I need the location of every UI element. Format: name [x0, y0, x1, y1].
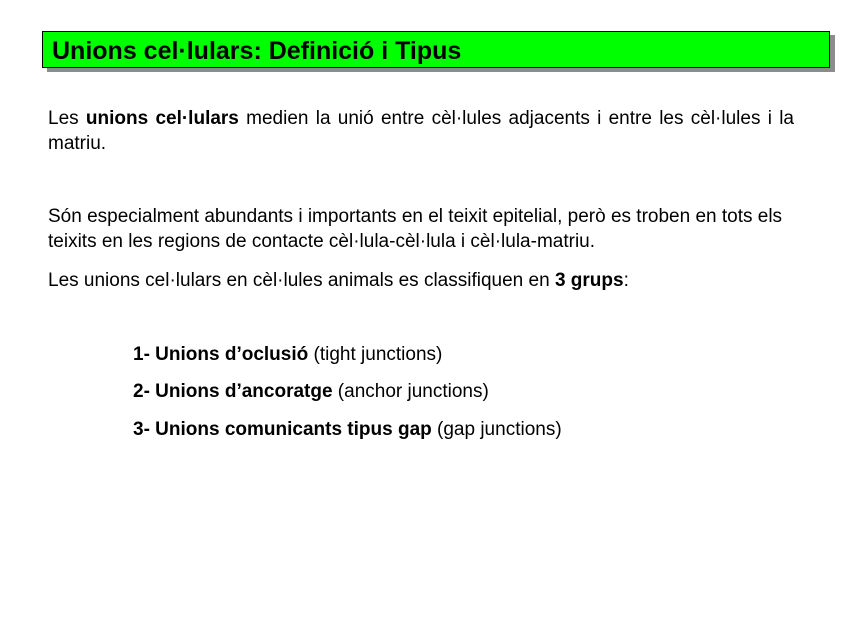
group-name: 1- Unions d’oclusió [133, 344, 309, 365]
slide-title: Unions cel·lulars: Definició i Tipus [52, 37, 462, 65]
group-english: (tight junctions) [308, 344, 443, 365]
group-english: (anchor junctions) [332, 381, 489, 402]
group-name: 2- Unions d’ancoratge [133, 381, 333, 402]
intro-pre: Les [48, 108, 86, 129]
classification-pre: Les unions cel·lulars en cèl·lules animals es classifiquen en [48, 270, 555, 291]
group-name: 3- Unions comunicants tipus gap [133, 419, 432, 440]
title-box [42, 31, 830, 68]
intro-bold-term: unions cel·lulars [85, 108, 239, 129]
list-item [133, 379, 489, 404]
abundance-paragraph: Són especialment abundants i importants en el teixit epitelial, però es troben en tots els teixits en les regions de contacte cèl·lula-cèl·lula i cèl·lula-matriu. [48, 206, 783, 252]
classification-post: : [623, 270, 629, 291]
classification-paragraph [48, 268, 794, 293]
intro-post: medien la unió entre cèl·lules adjacents i entre les cèl·lules i la matriu. [48, 108, 794, 154]
classification-bold: 3 grups [554, 270, 624, 291]
intro-paragraph [48, 106, 794, 156]
group-english: (gap junctions) [431, 419, 562, 440]
list-item [133, 342, 442, 367]
list-item [133, 417, 562, 442]
